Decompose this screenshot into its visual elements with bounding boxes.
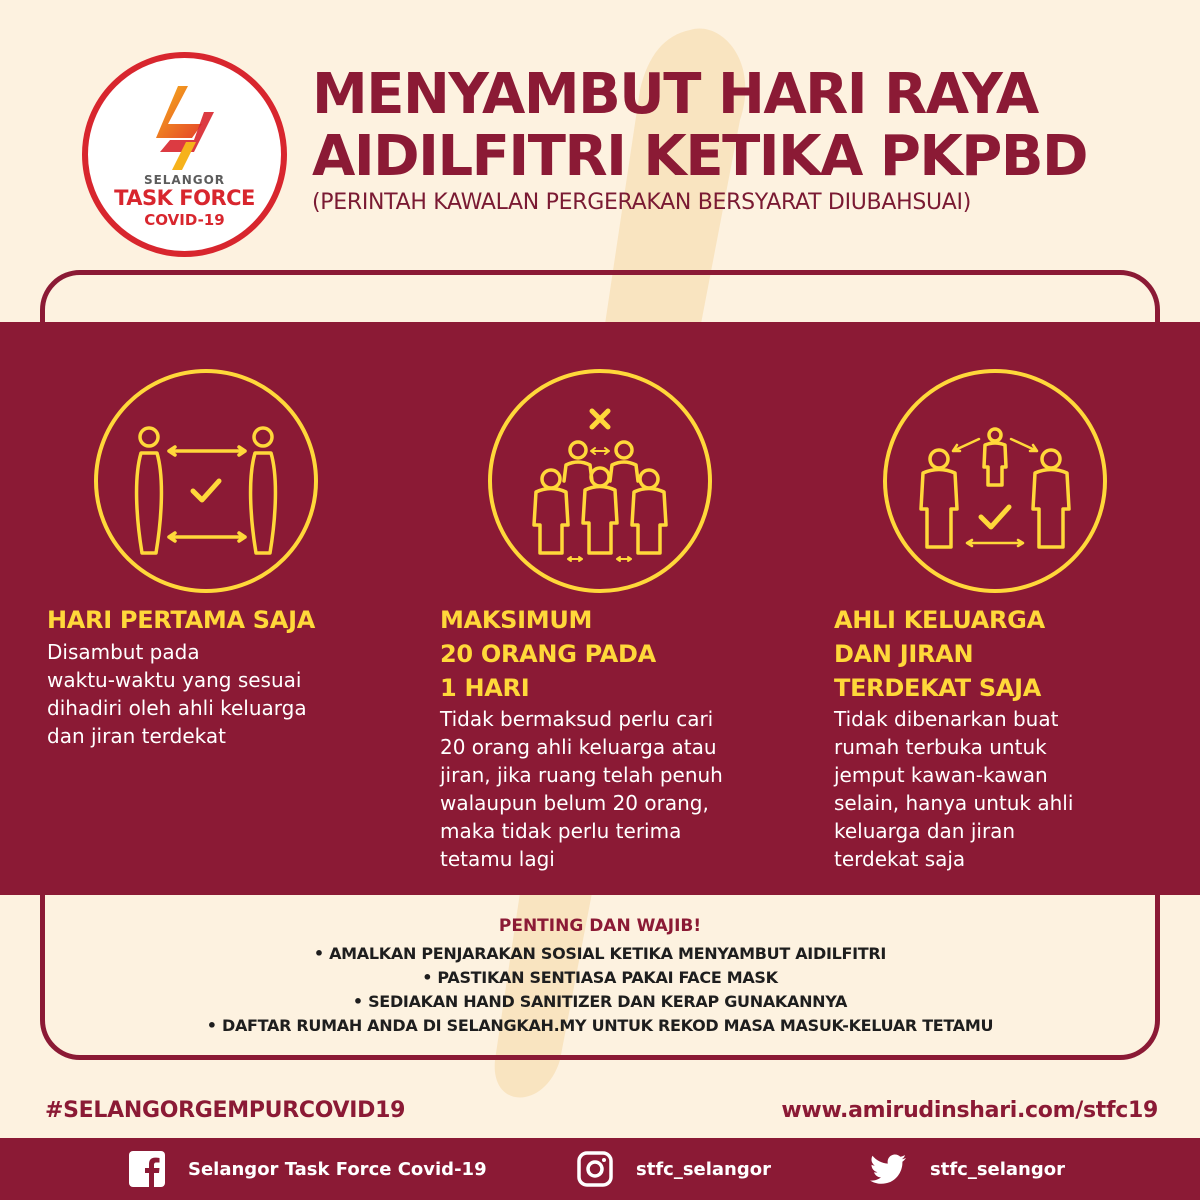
logo-text-task-force: TASK FORCE — [114, 186, 255, 210]
page-subtitle: (PERINTAH KAWALAN PERGERAKAN BERSYARAT DIUBAHSUAI) — [312, 190, 972, 215]
important-title: PENTING DAN WAJIB! — [498, 916, 702, 936]
facebook-link[interactable] — [128, 1138, 487, 1200]
instagram-link[interactable] — [576, 1138, 771, 1200]
rule-2-heading-line-1: MAKSIMUM — [440, 606, 593, 634]
rule-3-heading-line-1: AHLI KELUARGA — [834, 606, 1045, 634]
rule-2-heading-line-2: 20 ORANG PADA — [440, 640, 656, 668]
important-item: • DAFTAR RUMAH ANDA DI SELANGKAH.MY UNTUK REKOD MASA MASUK-KELUAR TETAMU — [206, 1016, 994, 1035]
rule-1-heading: HARI PERTAMA SAJA — [47, 606, 315, 634]
important-item: • PASTIKAN SENTIASA PAKAI FACE MASK — [422, 968, 778, 987]
social-footer — [0, 1138, 1200, 1200]
rule-2-body: Tidak bermaksud perlu cari 20 orang ahli keluarga atau jiran, jika ruang telah penuh walaupun belum 20 orang, maka tidak perlu terima tetamu lagi — [440, 707, 723, 871]
important-item: • SEDIAKAN HAND SANITIZER DAN KERAP GUNAKANNYA — [352, 992, 848, 1011]
twitter-label: stfc_selangor — [930, 1158, 1065, 1180]
rules-band — [0, 322, 1200, 895]
distancing-two-people-icon — [92, 367, 320, 595]
important-list — [0, 942, 1200, 1038]
rule-3-heading-line-3: TERDEKAT SAJA — [834, 674, 1042, 702]
important-item: • AMALKAN PENJARAKAN SOSIAL KETIKA MENYAMBUT AIDILFITRI — [313, 944, 887, 963]
facebook-label: Selangor Task Force Covid-19 — [188, 1158, 487, 1180]
facebook-icon — [128, 1150, 166, 1188]
rule-2-heading-line-3: 1 HARI — [440, 674, 530, 702]
logo-text-covid: COVID-19 — [144, 211, 225, 229]
lightning-bolt-logo-icon — [146, 82, 226, 174]
stfc-logo — [82, 52, 287, 257]
rule-3-heading — [834, 603, 1045, 705]
title-line-1: MENYAMBUT HARI RAYA — [312, 62, 1038, 127]
logo-text-selangor: SELANGOR — [143, 173, 226, 187]
family-neighbours-icon — [881, 367, 1109, 595]
website-link[interactable]: www.amirudinshari.com/stfc19 — [781, 1098, 1158, 1123]
rule-1-body: Disambut pada waktu-waktu yang sesuai dihadiri oleh ahli keluarga dan jiran terdekat — [47, 640, 307, 748]
instagram-icon — [576, 1150, 614, 1188]
twitter-icon — [870, 1150, 908, 1188]
instagram-label: stfc_selangor — [636, 1158, 771, 1180]
crowd-limit-icon — [486, 367, 714, 595]
rule-2-heading — [440, 603, 656, 705]
twitter-link[interactable] — [870, 1138, 1065, 1200]
rule-3-heading-line-2: DAN JIRAN — [834, 640, 974, 668]
title-line-2: AIDILFITRI KETIKA PKPBD — [312, 124, 1087, 189]
hashtag: #SELANGORGEMPURCOVID19 — [45, 1098, 406, 1123]
rule-3-body: Tidak dibenarkan buat rumah terbuka untuk jemput kawan-kawan selain, hanya untuk ahli keluarga dan jiran terdekat saja — [834, 707, 1074, 871]
page-title — [312, 64, 1087, 188]
